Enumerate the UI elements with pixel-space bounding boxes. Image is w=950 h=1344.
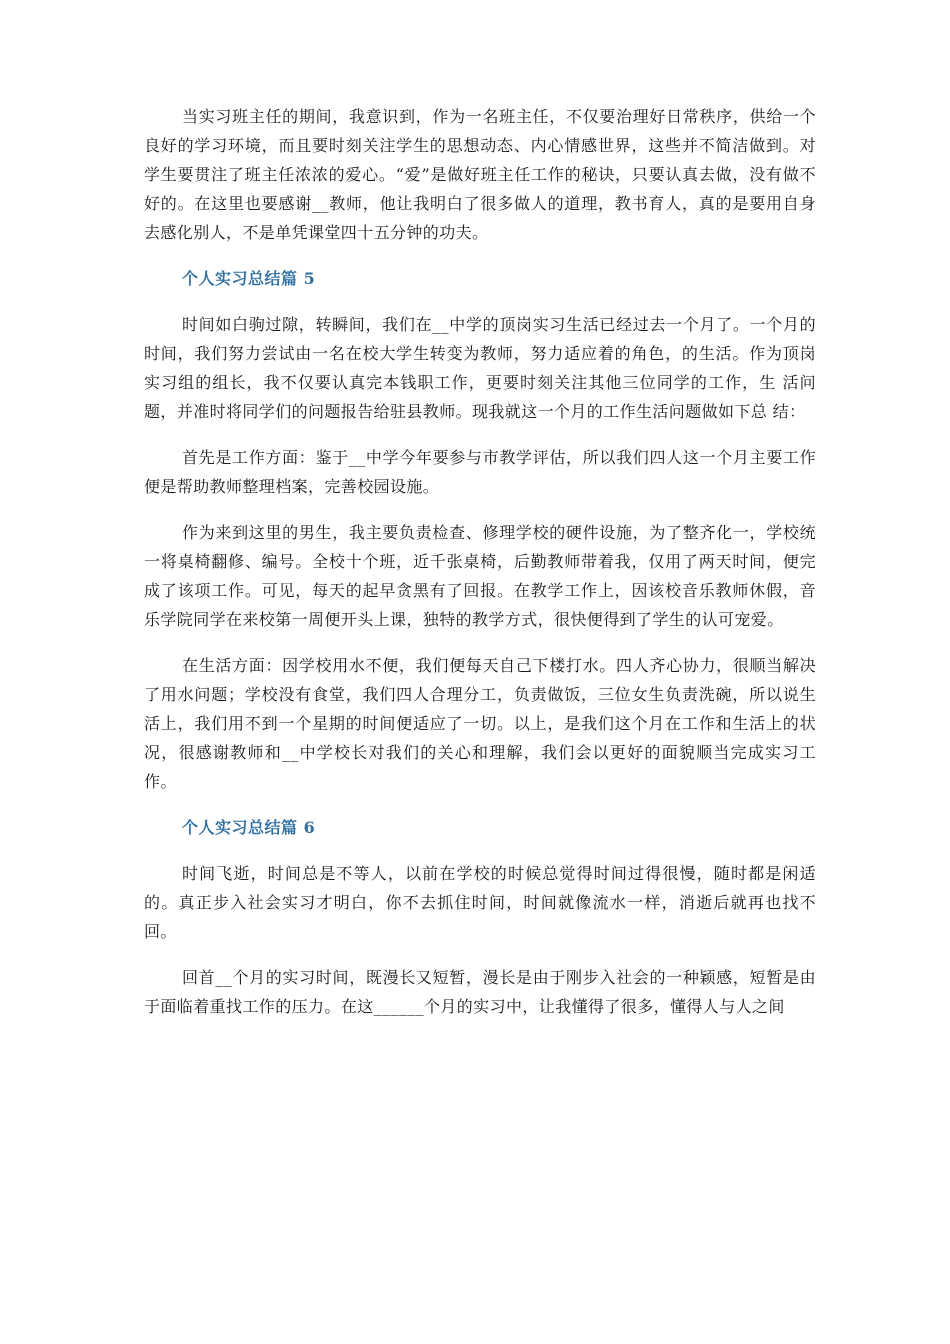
paragraph: 在生活方面：因学校用水不便，我们便每天自己下楼打水。四人齐心协力，很顺当解决了用水问题；学校没有食堂，我们四人合理分工，负责做饭，三位女生负责洗碗，所以说生活上，我们用不到一个星期的时间便适应了一切。以上，是我们这个月在工作和生活上的状况，很感谢教师和__中学校长对我们的关心和理解，我们会以更好的面貌顺当完成实习工作。 [144,656,816,791]
section-heading: 个人实习总结篇 6 [182,818,316,837]
paragraph: 时间飞逝，时间总是不等人，以前在学校的时候总觉得时间过得很慢，随时都是闲适的。真正步入社会实习才明白，你不去抓住时间，时间就像流水一样，消逝后就再也找不回。 [144,864,816,941]
document-page [144,102,816,1021]
paragraph: 时间如白驹过隙，转瞬间，我们在__中学的顶岗实习生活已经过去一个月了。一个月的时间，我们努力尝试由一名在校大学生转变为教师，努力适应着的角色，的生活。作为顶岗实习组的组长，我不仅要认真完本钱职工作，更要时刻关注其他三位同学的工作，生 活问题，并准时将同学们的问题报告给驻县教师。现我就这一个月的工作生活问题做如下总 结： [144,315,816,421]
section-heading: 个人实习总结篇 5 [182,269,316,288]
paragraph: 作为来到这里的男生，我主要负责检查、修理学校的硬件设施，为了整齐化一，学校统一将桌椅翻修、编号。全校十个班，近千张桌椅，后勤教师带着我，仅用了两天时间，便完成了该项工作。可见，每天的起早贪黑有了回报。在教学工作上，因该校音乐教师休假，音乐学院同学在来校第一周便开头上课，独特的教学方式，很快便得到了学生的认可宠爱。 [144,523,816,629]
paragraph: 回首__个月的实习时间，既漫长又短暂，漫长是由于刚步入社会的一种颖感，短暂是由于面临着重找工作的压力。在这______个月的实习中，让我懂得了很多，懂得人与人之间 [144,968,816,1016]
paragraph: 当实习班主任的期间，我意识到，作为一名班主任，不仅要治理好日常秩序，供给一个良好的学习环境，而且要时刻关注学生的思想动态、内心情感世界，这些并不简洁做到。对学生要贯注了班主任浓浓的爱心。“爱”是做好班主任工作的秘诀，只要认真去做，没有做不好的。在这里也要感谢__教师，他让我明白了很多做人的道理，教书育人，真的是要用自身去感化别人，不是单凭课堂四十五分钟的功夫。 [144,107,816,242]
paragraph: 首先是工作方面：鉴于__中学今年要参与市教学评估，所以我们四人这一个月主要工作便是帮助教师整理档案，完善校园设施。 [144,448,816,496]
